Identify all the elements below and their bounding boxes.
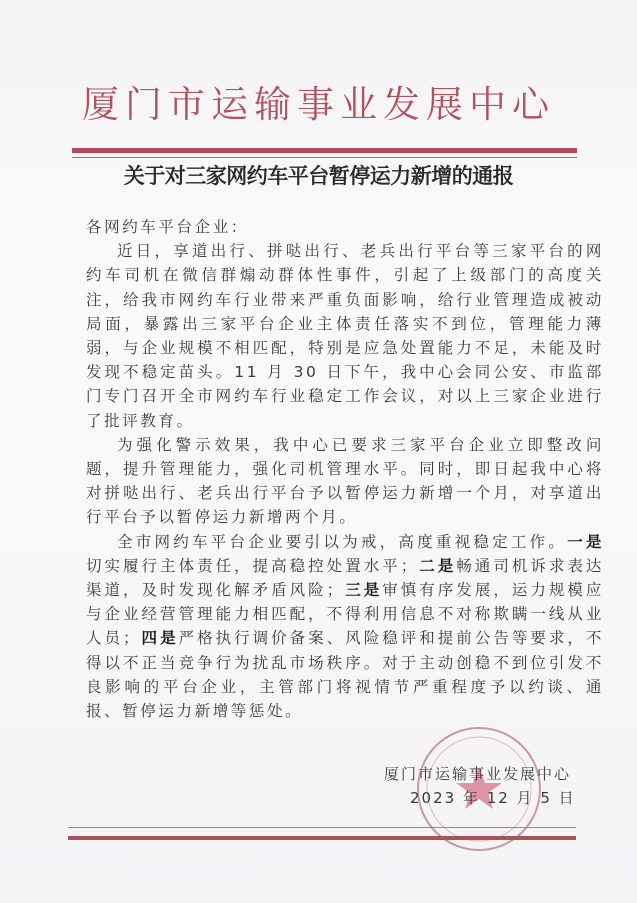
footer-rule-thin [68, 827, 576, 828]
org-letterhead: 厦门市运输事业发展中心 [82, 83, 555, 126]
paragraph-1: 近日，享道出行、拼哒出行、老兵出行平台等三家平台的网约车司机在微信群煽动群体性事件，引起了上级部门的高度关注，给我市网约车行业带来严重负面影响，给行业管理造成被动局面，暴露出三家平台企业主体责任落实不到位，管理能力薄弱，与企业规模不相匹配，特别是应急处置能力不足，未能及时发现不稳定苗头。11 月 30 日下午，我中心会同公安、市监部门专门召开全市网约车行业稳定工作会议，对以上三家企业进行了批评教育。 [86, 242, 604, 430]
item-1-label: 一是 [567, 532, 604, 551]
document-title: 关于对三家网约车平台暂停运力新增的通报 [123, 163, 514, 188]
item-1-text: 切实履行主体责任，提高稳控处置水平； [86, 556, 419, 575]
paragraph-3 [86, 530, 604, 724]
paragraph-3-intro: 全市网约车平台企业要引以为戒，高度重视稳定工作。 [117, 532, 568, 551]
item-3-label: 三是 [344, 581, 383, 600]
salutation: 各网约车平台企业： [86, 218, 249, 236]
paragraph-2: 为强化警示效果，我中心已要求三家平台企业立即整改问题，提升管理能力，强化司机管理水平。同时，即日起我中心将对拼哒出行、老兵出行平台予以暂停运力新增一个月，对享道出行平台予以暂停运力新增两个月。 [86, 435, 604, 527]
item-4-label: 四是 [141, 629, 179, 648]
item-2-text: 畅通司机诉求表达渠道，及时发现化解矛盾风险； [86, 556, 604, 600]
document-body [86, 215, 604, 723]
signature-org: 厦门市运输事业发展中心 [384, 765, 572, 783]
item-4-text: 严格执行调价备案、风险稳评和提前公告等要求，不得以不正当竞争行为扰乱市场秩序。对于主动创稳不到位引发不良影响的平台企业，主管部门将视情节严重程度予以约谈、通报、暂停运力新增等惩处。 [86, 629, 604, 721]
letterhead-rule-thick [72, 148, 577, 153]
footer-rule-thick [68, 836, 576, 840]
item-2-label: 二是 [418, 556, 457, 575]
letterhead-rule-thin [72, 157, 577, 158]
item-3-text: 审慎有序发展，运力规模应与企业经营管理能力相匹配，不得利用信息不对称欺瞒一线从业人员； [86, 581, 605, 648]
signature-date: 2023 年 12 月 5 日 [410, 789, 576, 807]
